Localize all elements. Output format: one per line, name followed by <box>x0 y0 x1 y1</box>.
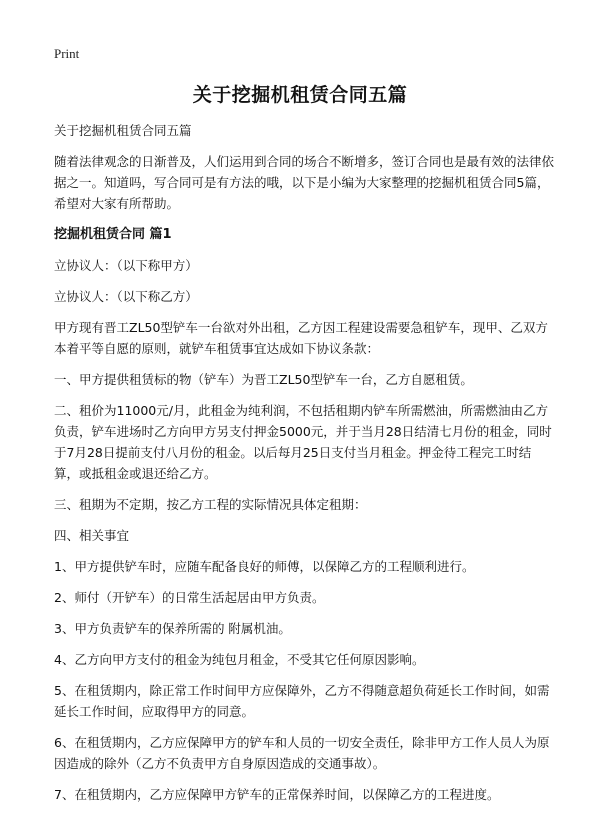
clause-1: 一、甲方提供租赁标的物（铲车）为晋工ZL50型铲车一台，乙方自愿租赁。 <box>54 372 473 387</box>
clause-3: 三、租期为不定期，按乙方工程的实际情况具体定租期： <box>54 497 367 512</box>
item-4: 4、乙方向甲方支付的租金为纯包月租金，不受其它任何原因影响。 <box>54 652 425 667</box>
document-title: 关于挖掘机租赁合同五篇 <box>192 84 408 106</box>
intro-paragraph: 随着法律观念的日渐普及，人们运用到合同的场合不断增多，签订合同也是最有效的法律依据之一。知道吗，写合同可是有方法的哦，以下是小编为大家整理的挖掘机租赁合同5篇，希望对大家有所帮助。 <box>54 154 555 211</box>
item-5: 5、在租赁期内，除正常工作时间甲方应保障外，乙方不得随意超负荷延长工作时间，如需延长工作时间，应取得甲方的同意。 <box>54 683 550 719</box>
preamble-paragraph: 甲方现有晋工ZL50型铲车一台欲对外出租，乙方因工程建设需要急租铲车，现甲、乙双方本着平等自愿的原则，就铲车租赁事宜达成如下协议条款： <box>54 320 548 356</box>
item-2: 2、师付（开铲车）的日常生活起居由甲方负责。 <box>54 590 325 605</box>
clause-4: 四、相关事宜 <box>54 528 130 543</box>
document-body <box>54 120 554 805</box>
party-b-line: 立协议人：（以下称乙方） <box>54 289 198 304</box>
item-3: 3、甲方负责铲车的保养所需的 附属机油。 <box>54 621 291 636</box>
document-subtitle: 关于挖掘机租赁合同五篇 <box>54 123 192 138</box>
item-6: 6、在租赁期内，乙方应保障甲方的铲车和人员的一切安全责任，除非甲方工作人员人为原因造成的除外（乙方不负责甲方自身原因造成的交通事故）。 <box>54 735 550 771</box>
section-heading: 挖掘机租赁合同 篇1 <box>54 227 172 242</box>
item-1: 1、甲方提供铲车时，应随车配备良好的师傅，以保障乙方的工程顺利进行。 <box>54 559 475 574</box>
print-link[interactable]: Print <box>54 46 80 61</box>
item-7: 7、在租赁期内，乙方应保障甲方铲车的正常保养时间，以保障乙方的工程进度。 <box>54 787 500 802</box>
clause-2: 二、租价为11000元/月，此租金为纯利润，不包括租期内铲车所需燃油，所需燃油由乙方负责，铲车进场时乙方向甲方另支付押金5000元，并于当月28日结清七月份的租金，同时于7月28日提前支付八月份的租金。以后每月25日支付当月租金。押金待工程完工时结算，或抵租金或退还给乙方。 <box>54 403 552 481</box>
party-a-line: 立协议人：（以下称甲方） <box>54 258 198 273</box>
